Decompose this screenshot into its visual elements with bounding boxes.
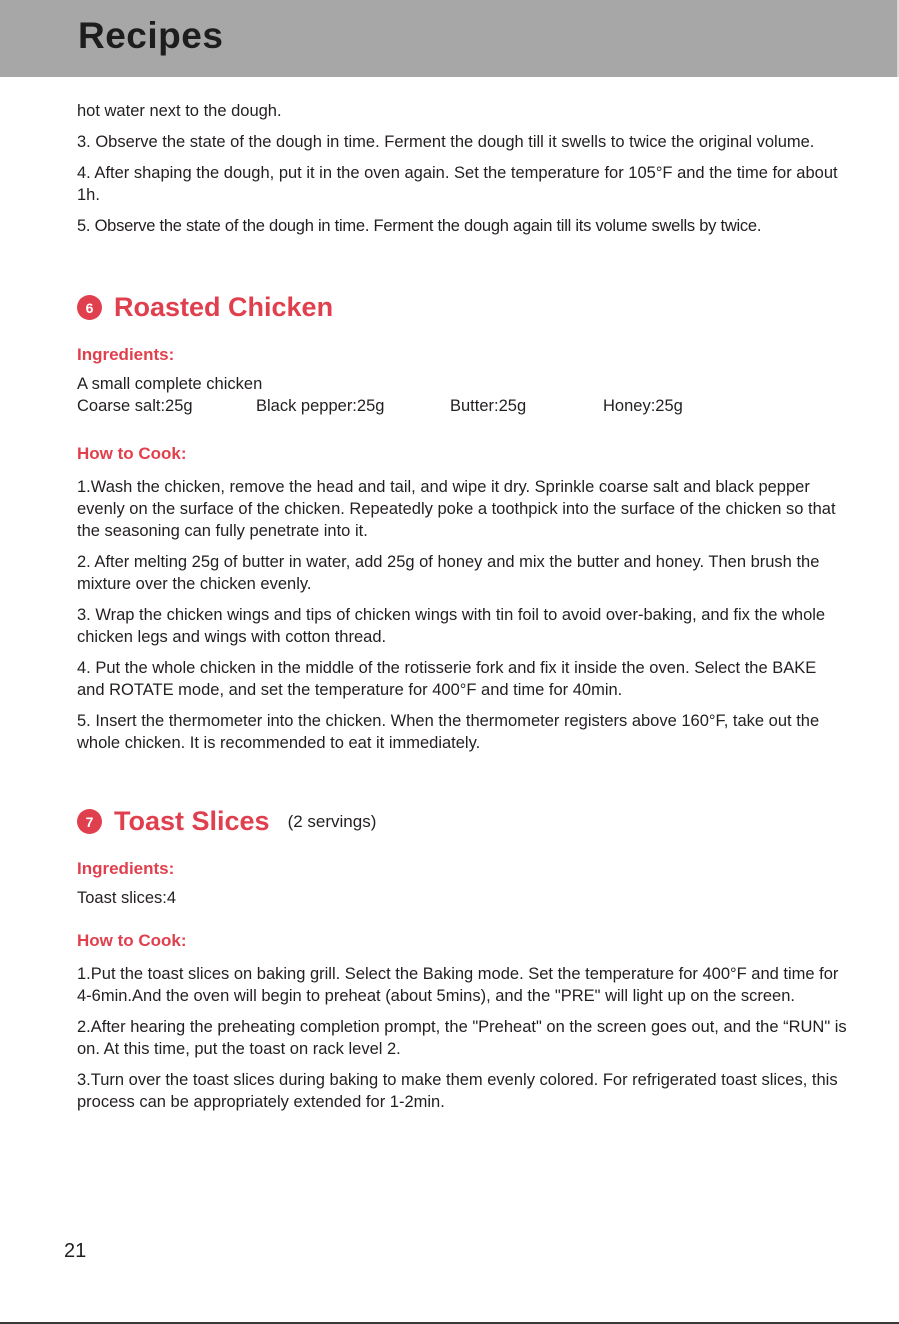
recipe6-ingredient-row: [77, 395, 847, 417]
continuation-step-5: 5. Observe the state of the dough in time. Ferment the dough again till its volume swells by twice.: [77, 217, 762, 235]
recipe7-title-row: [77, 806, 847, 837]
recipe6-step-1: 1.Wash the chicken, remove the head and tail, and wipe it dry. Sprinkle coarse salt and black pepper evenly on the surface of the chicken. Repeatedly poke a toothpick into the surface of the chicken so that the seasoning can fully penetrate into it.: [77, 478, 836, 540]
recipe6-number-badge: 6: [77, 295, 102, 320]
page-header: [0, 0, 899, 77]
recipe7-ingredients-label: Ingredients:: [77, 859, 175, 878]
recipe6-step-2: 2. After melting 25g of butter in water, add 25g of honey and mix the butter and honey. Then brush the mixture over the chicken evenly.: [77, 553, 820, 593]
recipe6-step-4: 4. Put the whole chicken in the middle of the rotisserie fork and fix it inside the oven. Select the BAKE and ROTATE mode, and set the temperature for 400°F and time for 40min.: [77, 659, 817, 699]
recipe6-title-row: [77, 292, 847, 323]
recipe6-ingredient-pepper: Black pepper:25g: [256, 397, 385, 415]
recipe6-ingredient-chicken: A small complete chicken: [77, 375, 263, 393]
recipe7-title: Toast Slices: [114, 806, 270, 836]
page-content: [77, 100, 847, 1122]
recipe6-ingredient-salt: Coarse salt:25g: [77, 397, 193, 415]
recipe6-ingredients-label: Ingredients:: [77, 345, 175, 364]
recipe7-step-1: 1.Put the toast slices on baking grill. Select the Baking mode. Set the temperature for 400°F and time for 4-6min.And the oven will begin to preheat (about 5mins), and the "PRE" will light up on the screen.: [77, 965, 839, 1005]
page-number: 21: [64, 1240, 87, 1262]
continuation-step-4: 4. After shaping the dough, put it in the oven again. Set the temperature for 105°F and the time for about 1h.: [77, 164, 838, 204]
recipe6-title: Roasted Chicken: [114, 292, 334, 322]
continuation-intro: hot water next to the dough.: [77, 102, 282, 120]
recipe7-ingredient-toast: Toast slices:4: [77, 889, 177, 907]
recipe7-step-3: 3.Turn over the toast slices during baking to make them evenly colored. For refrigerated toast slices, this process can be appropriately extended for 1-2min.: [77, 1071, 838, 1111]
recipe6-step-3: 3. Wrap the chicken wings and tips of chicken wings with tin foil to avoid over-baking, and fix the whole chicken legs and wings with cotton thread.: [77, 606, 826, 646]
recipe6-step-5: 5. Insert the thermometer into the chicken. When the thermometer registers above 160°F, take out the whole chicken. It is recommended to eat it immediately.: [77, 712, 820, 752]
recipe7-step-2: 2.After hearing the preheating completion prompt, the "Preheat" on the screen goes out, and the “RUN" is on. At this time, put the toast on rack level 2.: [77, 1018, 847, 1058]
recipe6-ingredient-honey: Honey:25g: [603, 397, 683, 415]
recipe6-ingredient-butter: Butter:25g: [450, 397, 527, 415]
recipe7-how-to-label: How to Cook:: [77, 931, 187, 950]
recipe6-how-to-label: How to Cook:: [77, 444, 187, 463]
recipe7-number-badge: 7: [77, 809, 102, 834]
recipe7-servings: (2 servings): [287, 811, 377, 831]
continuation-step-3: 3. Observe the state of the dough in time. Ferment the dough till it swells to twice the original volume.: [77, 133, 815, 151]
page-title: Recipes: [78, 15, 224, 56]
